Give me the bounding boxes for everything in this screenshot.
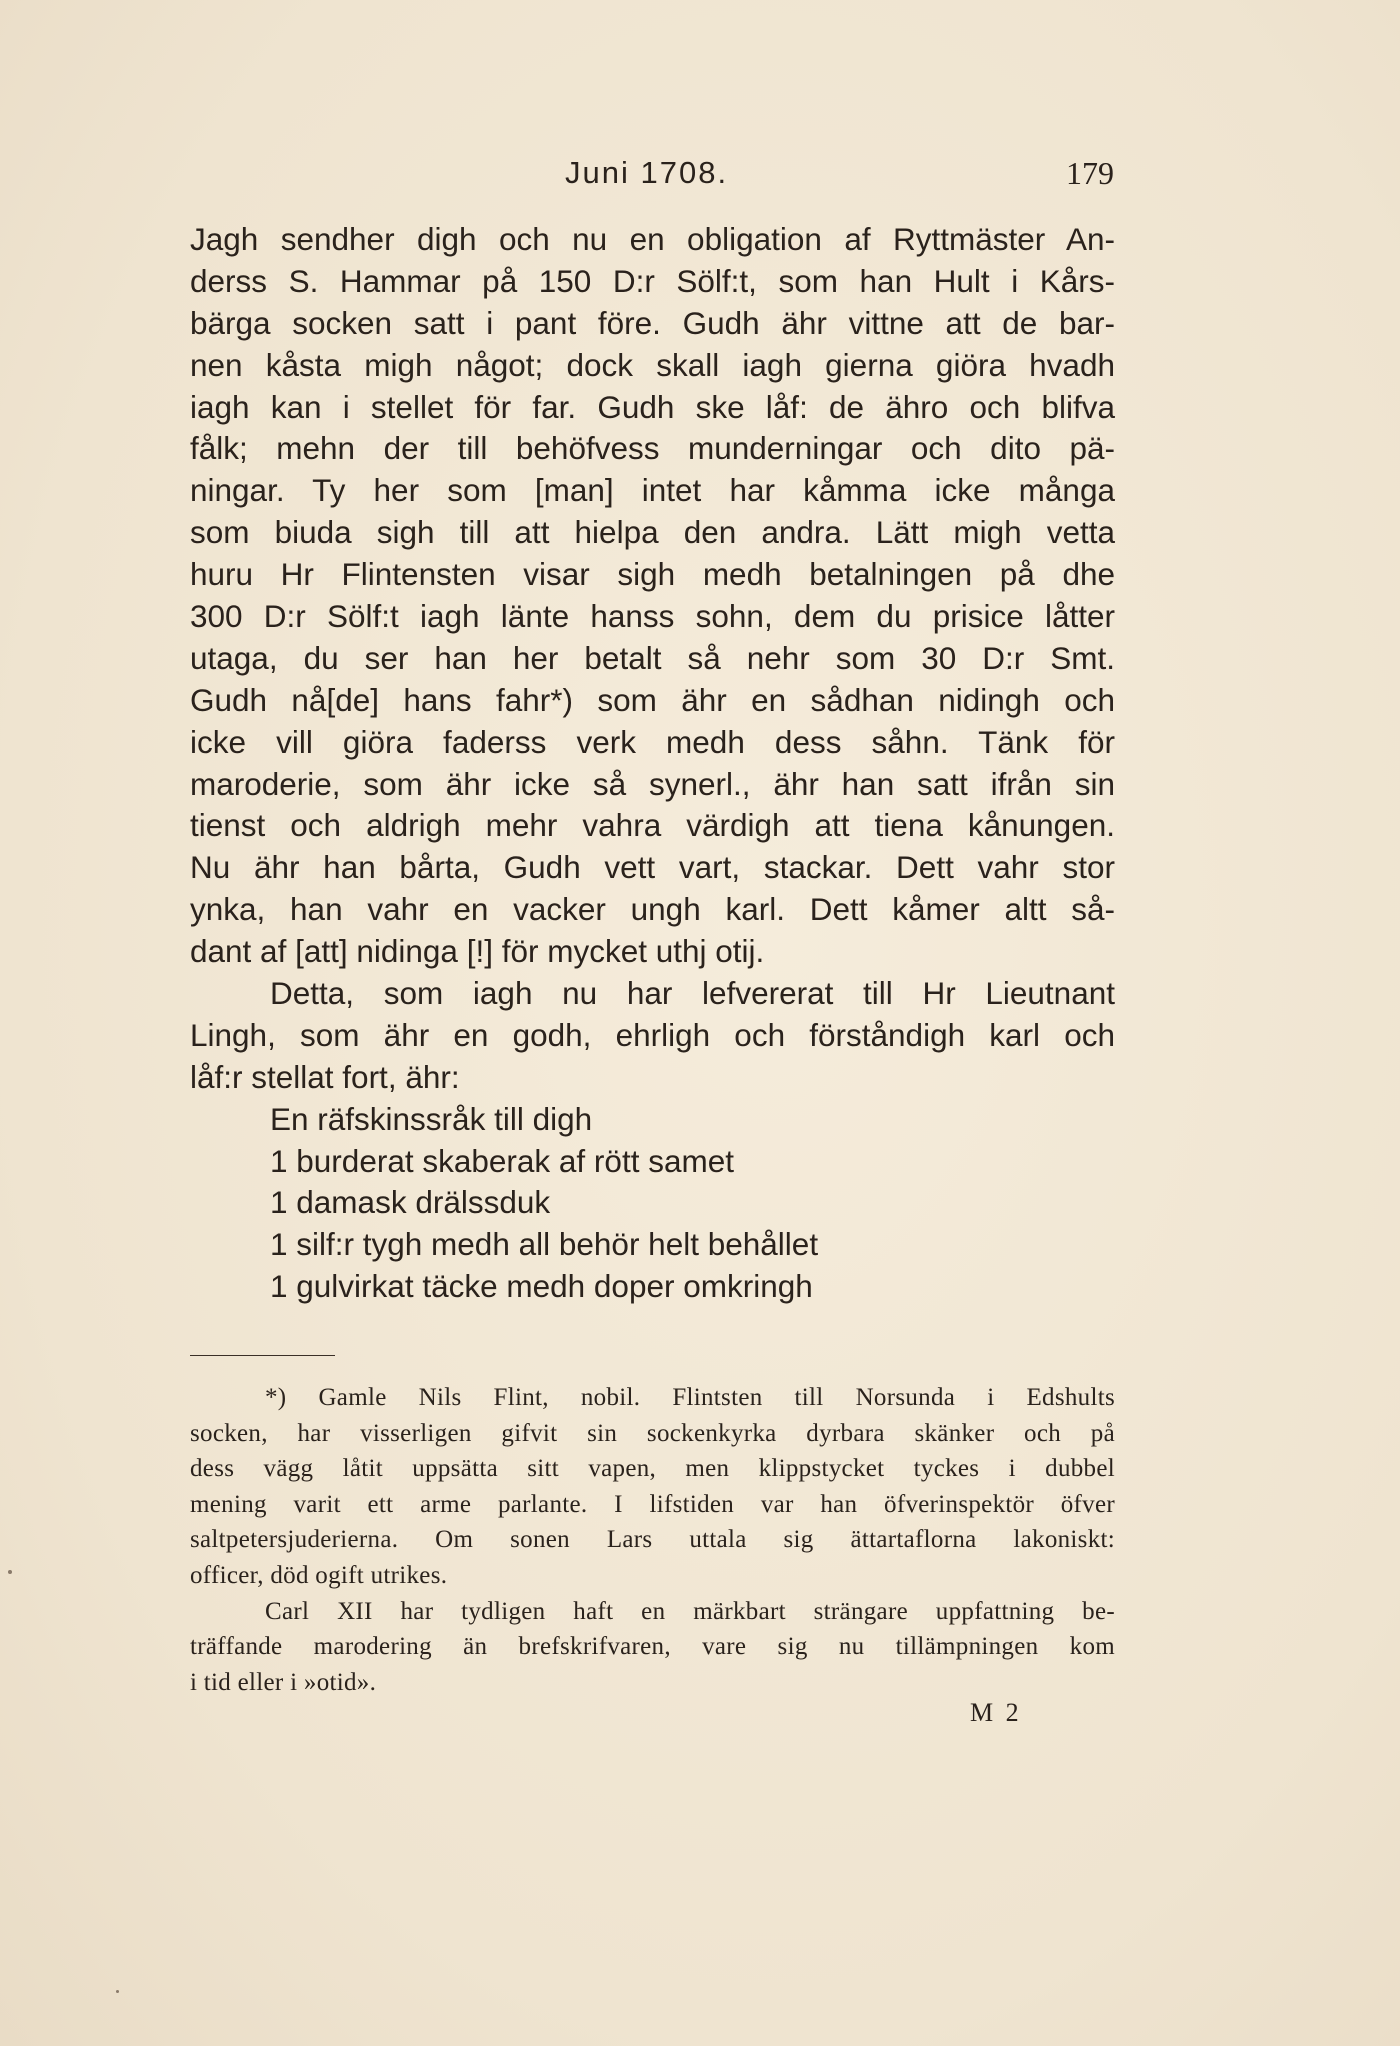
text-line: tienst och aldrigh mehr vahra värdigh att tiena kånungen. [190, 807, 1115, 844]
text-line: ynka, han vahr en vacker ungh karl. Dett kåmer altt så- [190, 891, 1115, 928]
text-line: dant af [att] nidinga [!] för mycket uthj otij. [190, 933, 765, 970]
footnote-divider [190, 1355, 335, 1356]
footnote-line: saltpetersjuderierna. Om sonen Lars uttala sig ättartaflorna lakoniskt: [190, 1526, 1115, 1554]
footnote-1 [190, 1380, 1115, 1594]
page-header [190, 155, 1120, 195]
list-item: 1 damask drälssduk [270, 1184, 551, 1221]
text-line: Detta, som iagh nu har lefvererat till Hr Lieutnant [270, 975, 1115, 1012]
footnote-line: Carl XII har tydligen haft en märkbart strängare uppfattning be- [265, 1597, 1115, 1625]
text-line: ningar. Ty her som [man] intet har kåmma icke många [190, 472, 1115, 509]
text-line: Nu ähr han bårta, Gudh vett vart, stackar. Dett vahr stor [190, 849, 1115, 886]
footnote-line: socken, har visserligen gifvit sin sockenkyrka dyrbara skänker och på [190, 1419, 1115, 1447]
paragraph-2 [190, 973, 1115, 1099]
text-line: icke vill giöra faderss verk medh dess såhn. Tänk för [190, 723, 1115, 760]
text-line: fålk; mehn der till behöfvess munderningar och dito pä- [190, 430, 1115, 467]
text-line: nen kåsta migh något; dock skall iagh gierna giöra hvadh [190, 346, 1115, 383]
list-item: 1 gulvirkat täcke medh doper omkringh [270, 1268, 813, 1305]
footnote-line: dess vägg låtit uppsätta sitt vapen, men klippstycket tyckes i dubbel [190, 1455, 1115, 1483]
page-number: 179 [1066, 155, 1114, 191]
paper-speck [116, 1990, 119, 1993]
text-line: som biuda sigh till att hielpa den andra. Lätt migh vetta [190, 514, 1115, 551]
footnote-line: i tid eller i »otid». [190, 1668, 377, 1696]
list-item: 1 silf:r tygh medh all behör helt behållet [270, 1226, 819, 1263]
footnote-line: träffande marodering än brefskrifvaren, vare sig nu tillämpningen kom [190, 1633, 1115, 1661]
footnote-line: *) Gamle Nils Flint, nobil. Flintsten till Norsunda i Edshults [265, 1384, 1115, 1411]
list-item: 1 burderat skaberak af rött samet [270, 1142, 734, 1179]
list-item: En räfskinssråk till digh [270, 1100, 593, 1137]
text-line: maroderie, som ähr icke så synerl., ähr han satt ifrån sin [190, 765, 1115, 802]
main-text [190, 219, 1115, 1308]
text-line: låf:r stellat fort, ähr: [190, 1058, 460, 1095]
text-line: huru Hr Flintensten visar sigh medh betalningen på dhe [190, 556, 1115, 593]
running-title: Juni 1708. [565, 155, 729, 190]
inventory-list [190, 1099, 1115, 1308]
paper-speck [8, 1570, 12, 1574]
text-line: Gudh nå[de] hans fahr*) som ähr en sådhan nidingh och [190, 681, 1115, 718]
footnote-line: mening varit ett arme parlante. I lifstiden var han öfverinspektör öfver [190, 1490, 1115, 1518]
footnotes [190, 1380, 1115, 1700]
footnote-line: officer, död ogift utrikes. [190, 1561, 448, 1589]
text-line: Lingh, som ähr en godh, ehrligh och förståndigh karl och [190, 1016, 1115, 1053]
text-line: bärga socken satt i pant före. Gudh ähr vittne att de bar- [190, 304, 1115, 341]
footnote-2 [190, 1594, 1115, 1701]
text-line: 300 D:r Sölf:t iagh länte hanss sohn, dem du prisice låtter [190, 598, 1115, 635]
text-line: iagh kan i stellet för far. Gudh ske låf: de ähro och blifva [190, 388, 1115, 425]
text-line: utaga, du ser han her betalt så nehr som 30 D:r Smt. [190, 639, 1115, 676]
printer-signature-mark: M 2 [970, 1698, 1022, 1727]
text-line: Jagh sendher digh och nu en obligation af Ryttmäster An- [190, 221, 1115, 257]
text-line: derss S. Hammar på 150 D:r Sölf:t, som han Hult i Kårs- [190, 262, 1115, 299]
paragraph-1 [190, 219, 1115, 973]
